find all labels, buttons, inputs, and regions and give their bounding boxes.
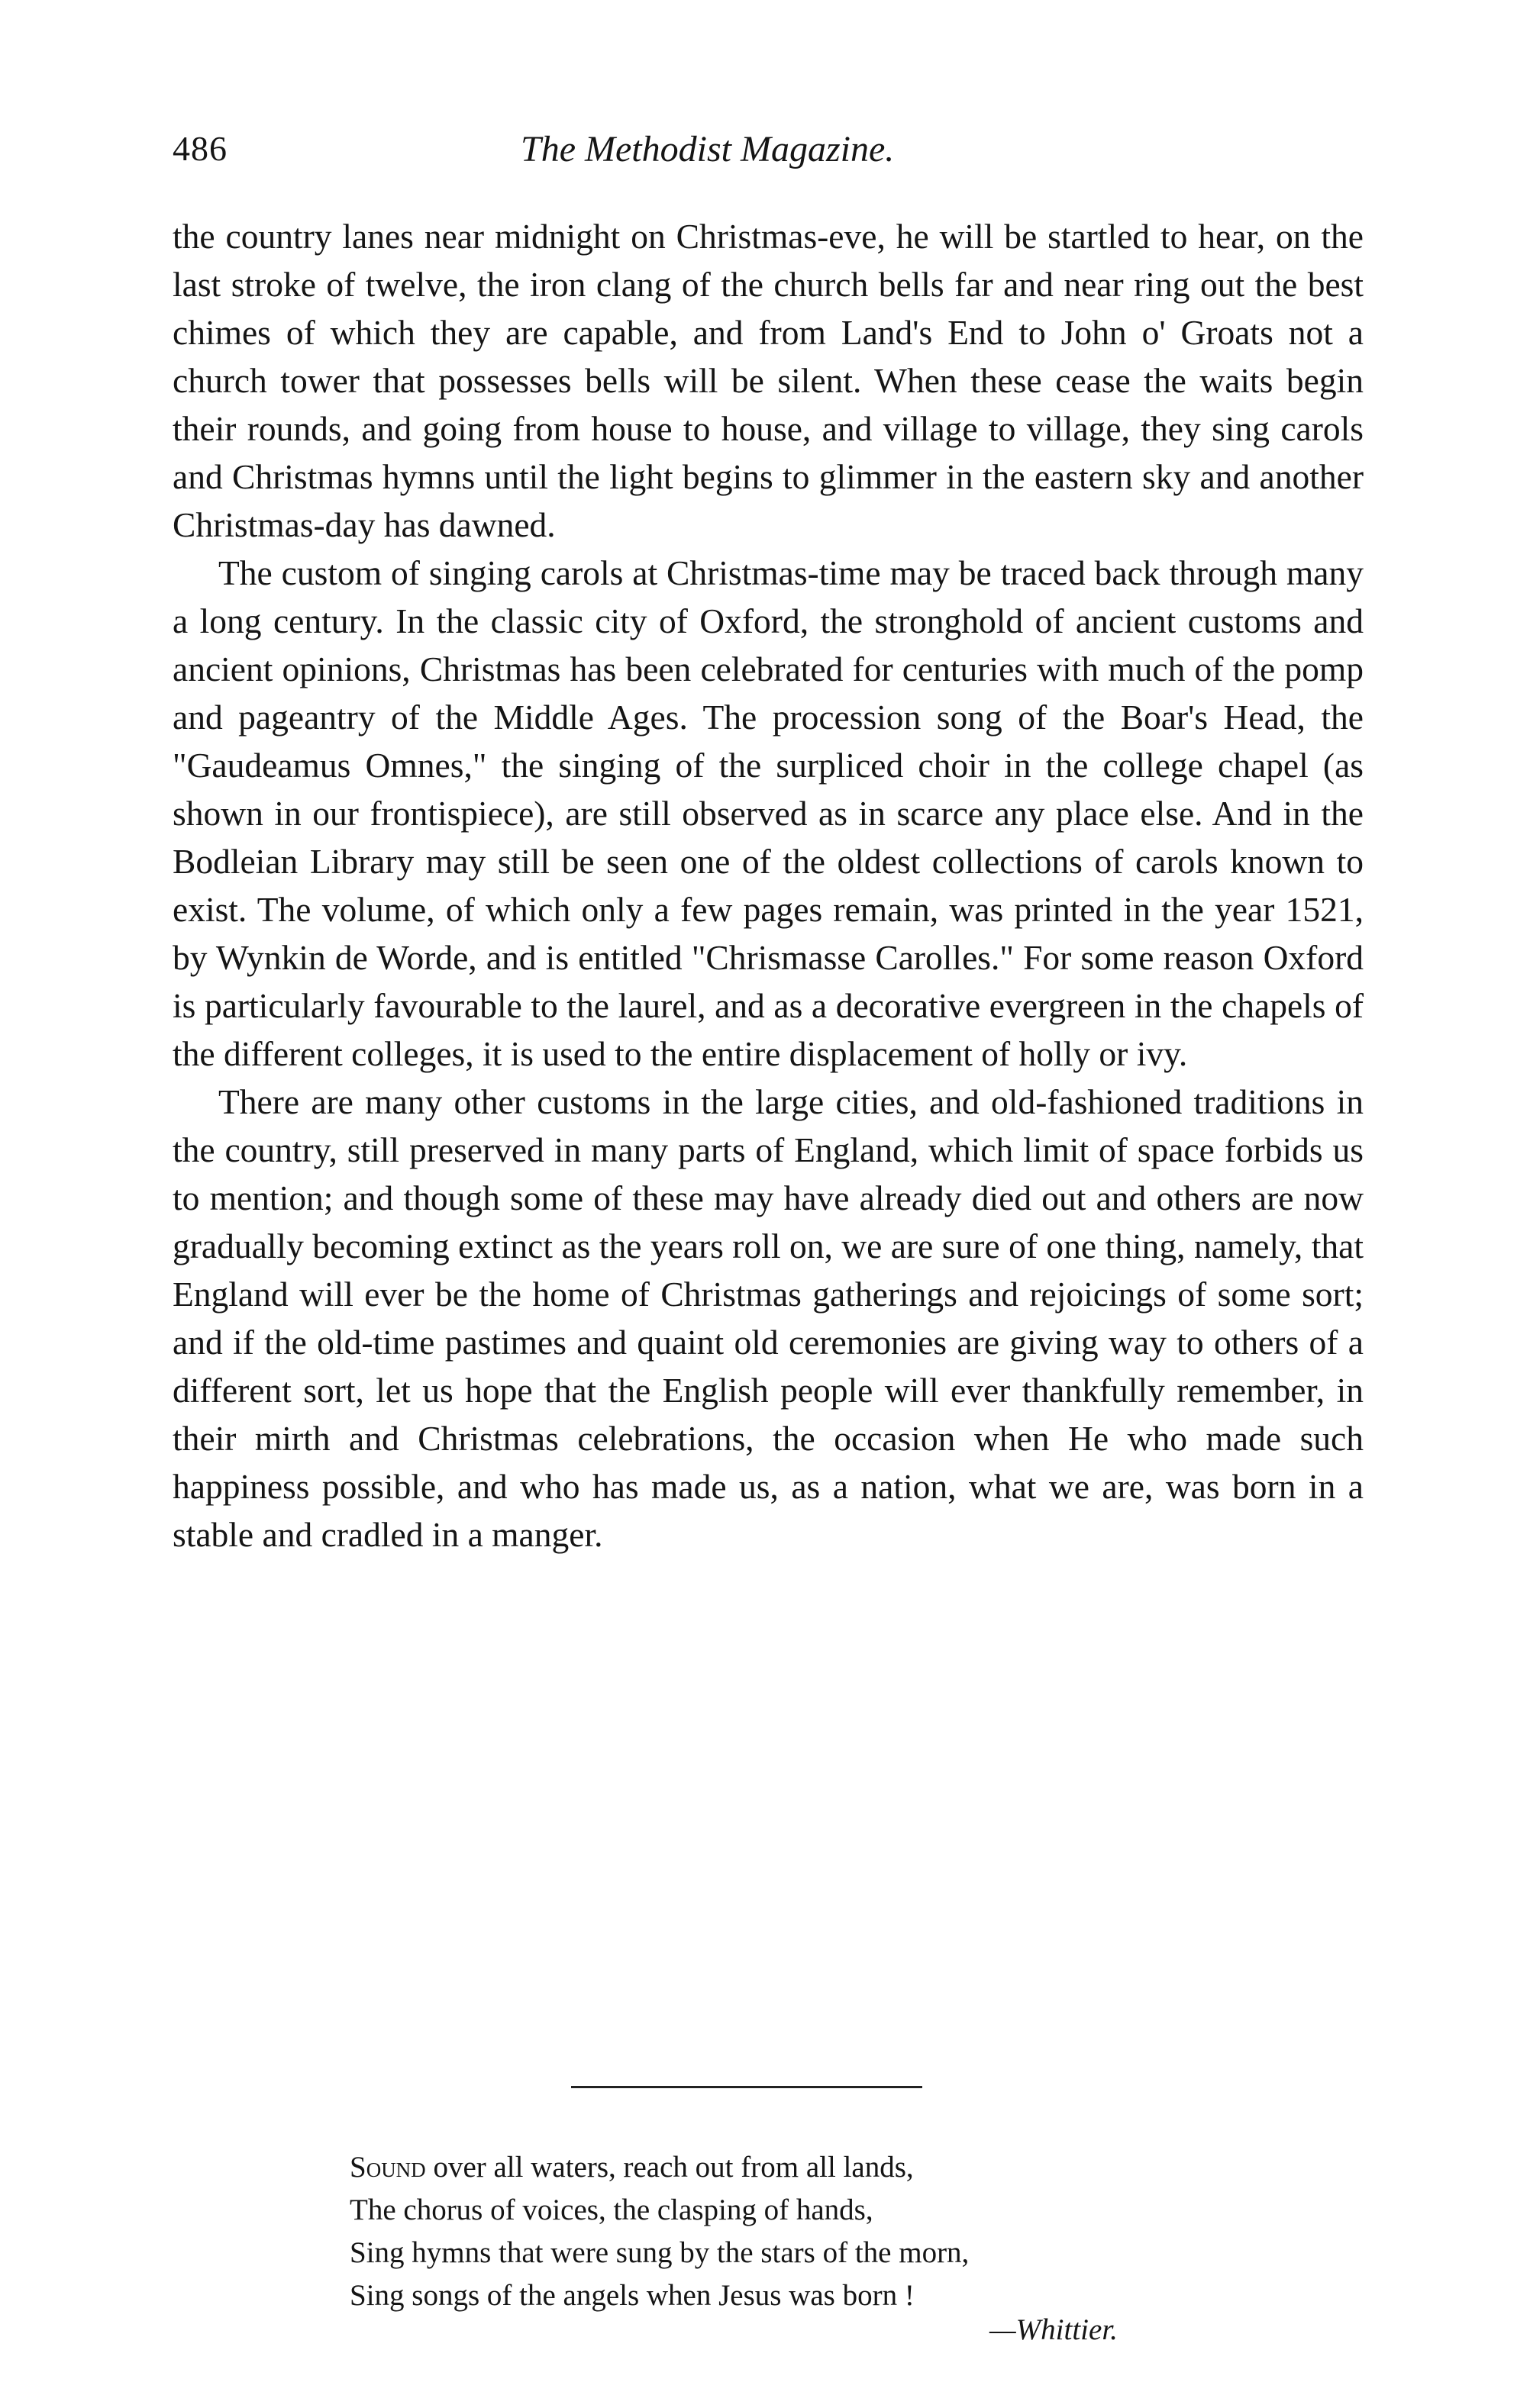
poem-verse <box>350 2146 1189 2317</box>
section-divider <box>571 2086 922 2088</box>
page-number: 486 <box>173 129 228 168</box>
poem-attribution: —Whittier. <box>989 2313 1118 2346</box>
poem-line-1-rest: over all waters, reach out from all lands, <box>425 2151 914 2184</box>
article-body <box>173 212 1364 1559</box>
poem-line-3: Sing hymns that were sung by the stars of the morn, <box>350 2236 970 2269</box>
paragraph-christmas-eve-bells: the country lanes near midnight on Christmas-eve, he will be startled to hear, on the last stroke of twelve, the iron clang of the church bells far and near ring out the best chimes of which they are capable, and from Land's End to John o' Groats not a church tower that possesses bells will be silent. When these cease the waits begin their rounds, and going from house to house, and village to village, they sing carols and Christmas hymns until the light begins to glimmer in the eastern sky and another Christmas-day has dawned. <box>173 217 1364 544</box>
poem-first-word: Sound <box>350 2151 426 2184</box>
poem-line-1 <box>350 2146 1189 2189</box>
page-header <box>173 128 1364 182</box>
poem-line-4: Sing songs of the angels when Jesus was born ! <box>350 2279 915 2312</box>
paragraph-carol-custom-oxford: The custom of singing carols at Christmas-time may be traced back through many a long century. In the classic city of Oxford, the stronghold of ancient customs and ancient opinions, Christmas has been celebrated for centuries with much of the pomp and pageantry of the Middle Ages. The procession song of the Boar's Head, the "Gaudeamus Omnes," the singing of the surpliced choir in the college chapel (as shown in our frontispiece), are still observed as in scarce any place else. And in the Bodleian Library may still be seen one of the oldest collections of carols known to exist. The volume, of which only a few pages remain, was printed in the year 1521, by Wynkin de Worde, and is entitled "Chrismasse Carolles." For some reason Oxford is particularly favourable to the laurel, and as a decorative evergreen in the chapels of the different colleges, it is used to the entire displacement of holly or ivy. <box>173 553 1364 1073</box>
paragraph-other-customs: There are many other customs in the large cities, and old-fashioned traditions in the country, still preserved in many parts of England, which limit of space forbids us to mention; and though some of these may have already died out and others are now gradually becoming extinct as the years roll on, we are sure of one thing, namely, that England will ever be the home of Christmas gatherings and rejoicings of some sort; and if the old-time pastimes and quaint old ceremonies are giving way to others of a different sort, let us hope that the English people will ever thankfully remember, in their mirth and Christmas celebrations, the occasion when He who made such happiness possible, and who has made us, as a nation, what we are, was born in a stable and cradled in a manger. <box>173 1082 1364 1554</box>
running-title: The Methodist Magazine. <box>521 129 895 169</box>
poem-line-2: The chorus of voices, the clasping of hands, <box>350 2194 873 2226</box>
